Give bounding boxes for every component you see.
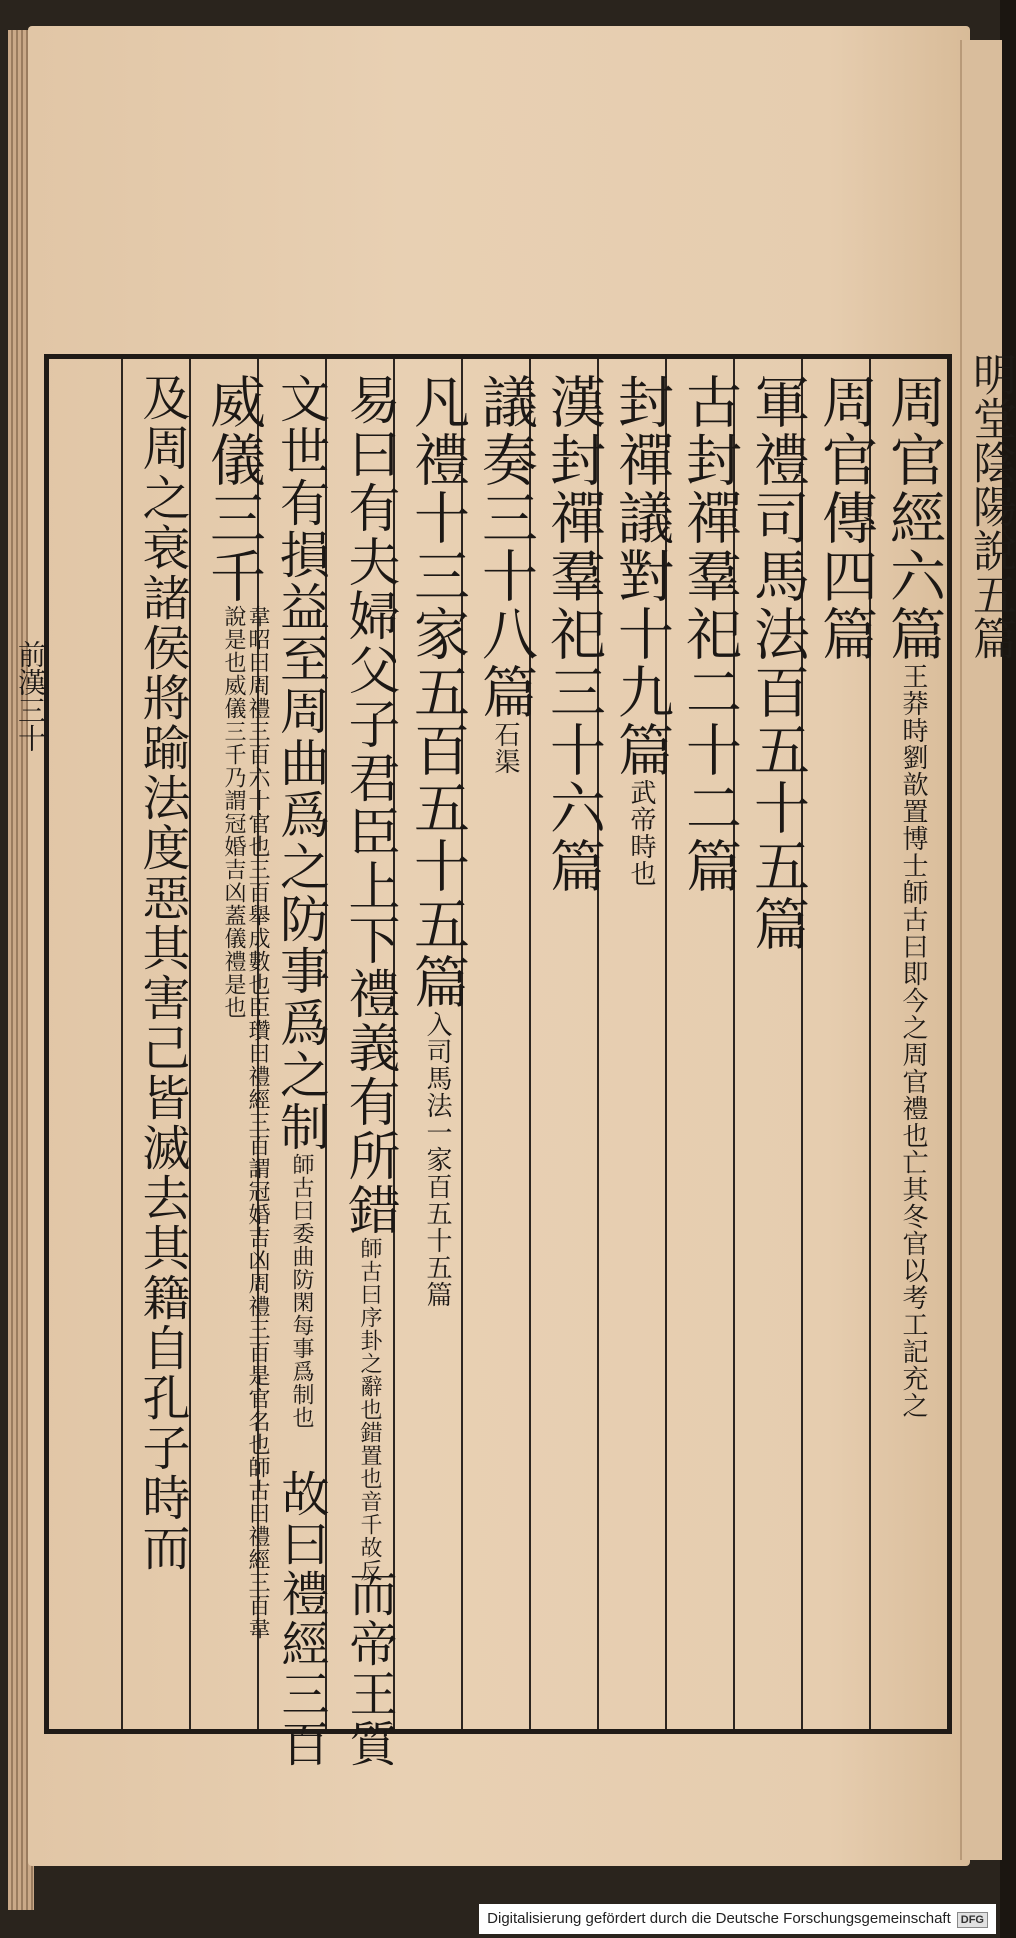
- next-page-header: 明堂陰陽說五篇: [965, 352, 1016, 660]
- column-commentary: 韋昭曰周禮三百六十官也三百舉成數也臣瓚曰禮經三百謂冠婚吉凶周禮三百是官名也師古曰禮經三百韋說是也威儀三千乃謂冠婚吉凶蓋儀禮是也: [221, 605, 270, 1640]
- text-frame: [44, 354, 952, 1769]
- text-column: [677, 373, 741, 895]
- column-main-text: 易曰有夫婦父子君臣上下禮義有所錯: [339, 373, 399, 1237]
- text-column: [201, 373, 269, 1655]
- footer-credit: [479, 1904, 996, 1934]
- column-commentary: 師古曰序卦之辭也錯置也音千故反: [357, 1237, 382, 1582]
- text-column: [473, 373, 537, 775]
- text-column: [337, 373, 401, 1582]
- text-column: [881, 373, 945, 1419]
- column-commentary: 石渠: [490, 721, 520, 775]
- text-column: [609, 373, 673, 887]
- column-main-text: 及周之衰諸侯將踰法度惡其害己皆滅去其籍自孔子時而: [134, 373, 190, 1573]
- column-rule: [121, 359, 123, 1729]
- column-commentary: 武帝時也: [626, 779, 656, 887]
- column-main-text: 軍禮司馬法百五十五篇: [745, 373, 810, 953]
- column-commentary: 入司馬法一家百五十五篇: [422, 1011, 452, 1308]
- column-commentary: 王莽時劉歆置博士師古曰即今之周官禮也亡其冬官以考工記充之: [898, 663, 928, 1419]
- text-column-continuation: [337, 1569, 401, 1769]
- column-main-text: 周官傳四篇: [813, 373, 878, 663]
- column-commentary: 師古曰委曲防閑每事爲制也: [289, 1153, 314, 1429]
- footer-credit-text: Digitalisierung gefördert durch die Deutsche Forschungsgemeinschaft: [487, 1910, 951, 1927]
- column-main-text: 封禪議對十九篇: [609, 373, 674, 779]
- text-column: [541, 373, 605, 895]
- column-main-text: 而帝王質: [341, 1569, 397, 1769]
- text-column: [405, 373, 469, 1308]
- next-page-edge: [960, 40, 1002, 1860]
- dfg-logo: DFG: [957, 1912, 988, 1928]
- text-column: [813, 373, 877, 663]
- column-main-text: 周官經六篇: [881, 373, 946, 663]
- column-main-text: 漢封禪羣祀三十六篇: [541, 373, 606, 895]
- text-column: [745, 373, 809, 953]
- text-column-continuation: [269, 1469, 333, 1769]
- column-main-text: 文世有損益至周曲爲之防事爲之制: [272, 373, 330, 1153]
- column-main-text: 故曰禮經三百: [273, 1469, 329, 1769]
- column-main-text: 凡禮十三家五百五十五篇: [405, 373, 470, 1011]
- margin-tag: 前漢三十: [14, 640, 47, 752]
- column-main-text: 議奏三十八篇: [473, 373, 538, 721]
- column-main-text: 威儀三千: [201, 373, 266, 605]
- text-column: [269, 373, 333, 1429]
- column-main-text: 古封禪羣祀二十二篇: [677, 373, 742, 895]
- text-column: [133, 373, 191, 1573]
